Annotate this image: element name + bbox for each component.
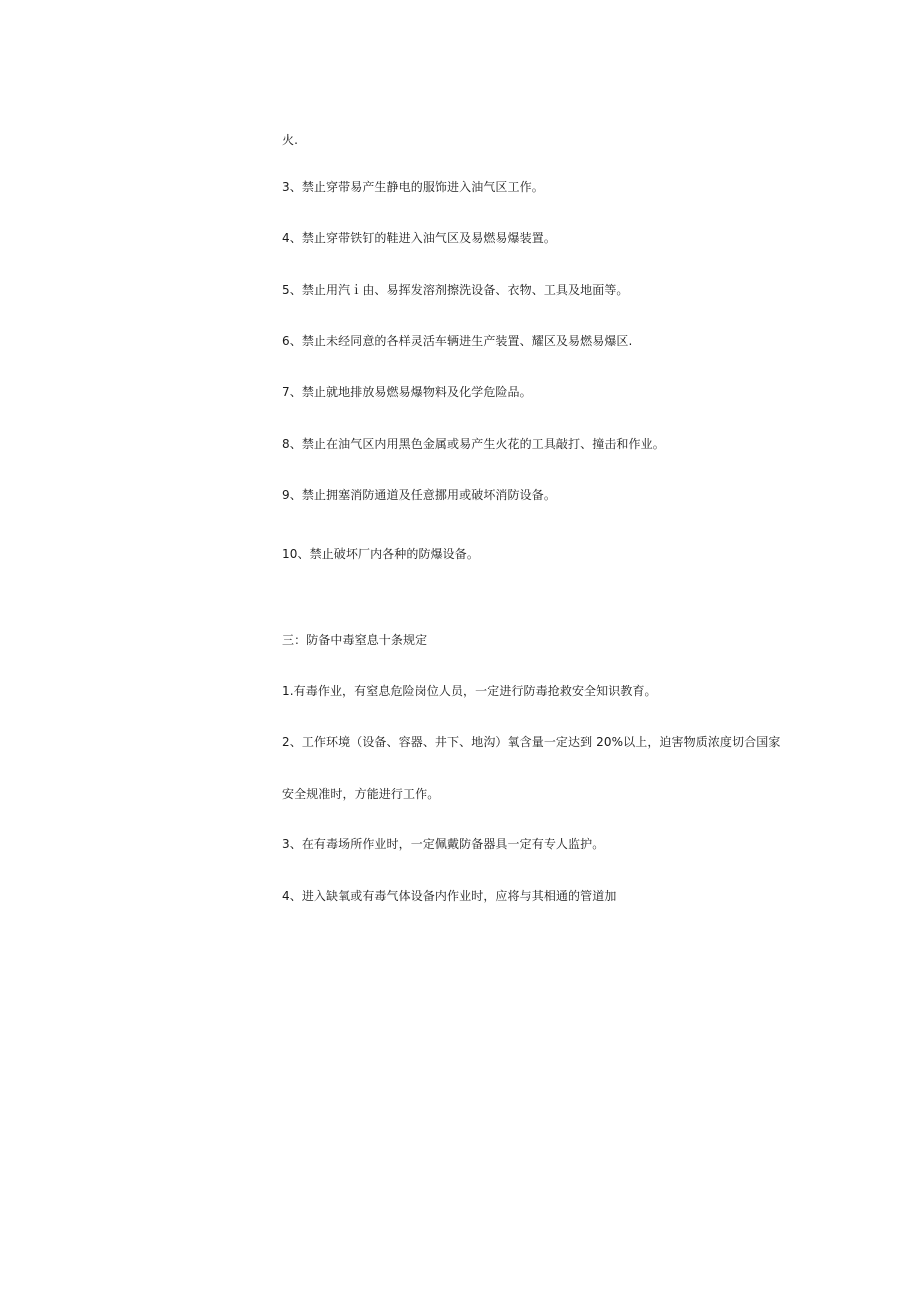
rule-item-4: 4、禁止穿带铁钉的鞋进入油气区及易燃易爆装置。	[282, 231, 556, 245]
text-line-continuation: 火.	[282, 133, 299, 147]
rule-item-3: 3、禁止穿带易产生静电的服饰进入油气区工作。	[282, 180, 544, 194]
poison-rule-2-continuation: 安全规准时，方能进行工作。	[282, 787, 440, 801]
rule-item-9: 9、禁止拥塞消防通道及任意挪用或破坏消防设备。	[282, 488, 556, 502]
poison-rule-1: 1.有毒作业，有窒息危险岗位人员，一定进行防毒抢救安全知识教育。	[282, 684, 657, 698]
rule-item-10: 10、禁止破坏厂内各种的防爆设备。	[282, 547, 479, 561]
rule-item-8: 8、禁止在油气区内用黑色金属或易产生火花的工具敲打、撞击和作业。	[282, 437, 665, 451]
poison-rule-4: 4、进入缺氧或有毒气体设备内作业时，应将与其相通的管道加	[282, 889, 617, 903]
poison-rule-2: 2、工作环境（设备、容器、井下、地沟）氧含量一定达到 20%以上，迫害物质浓度切合国家	[282, 735, 781, 749]
poison-rule-3: 3、在有毒场所作业时，一定佩戴防备器具一定有专人监护。	[282, 837, 605, 851]
rule-item-6: 6、禁止未经同意的各样灵活车辆进生产装置、耀区及易燃易爆区.	[282, 334, 633, 348]
rule-item-7: 7、禁止就地排放易燃易爆物料及化学危险品。	[282, 385, 532, 399]
section-heading: 三：防备中毒窒息十条规定	[282, 633, 428, 647]
rule-item-5: 5、禁止用汽ｉ由、易挥发溶剂擦洗设备、衣物、工具及地面等。	[282, 283, 629, 297]
